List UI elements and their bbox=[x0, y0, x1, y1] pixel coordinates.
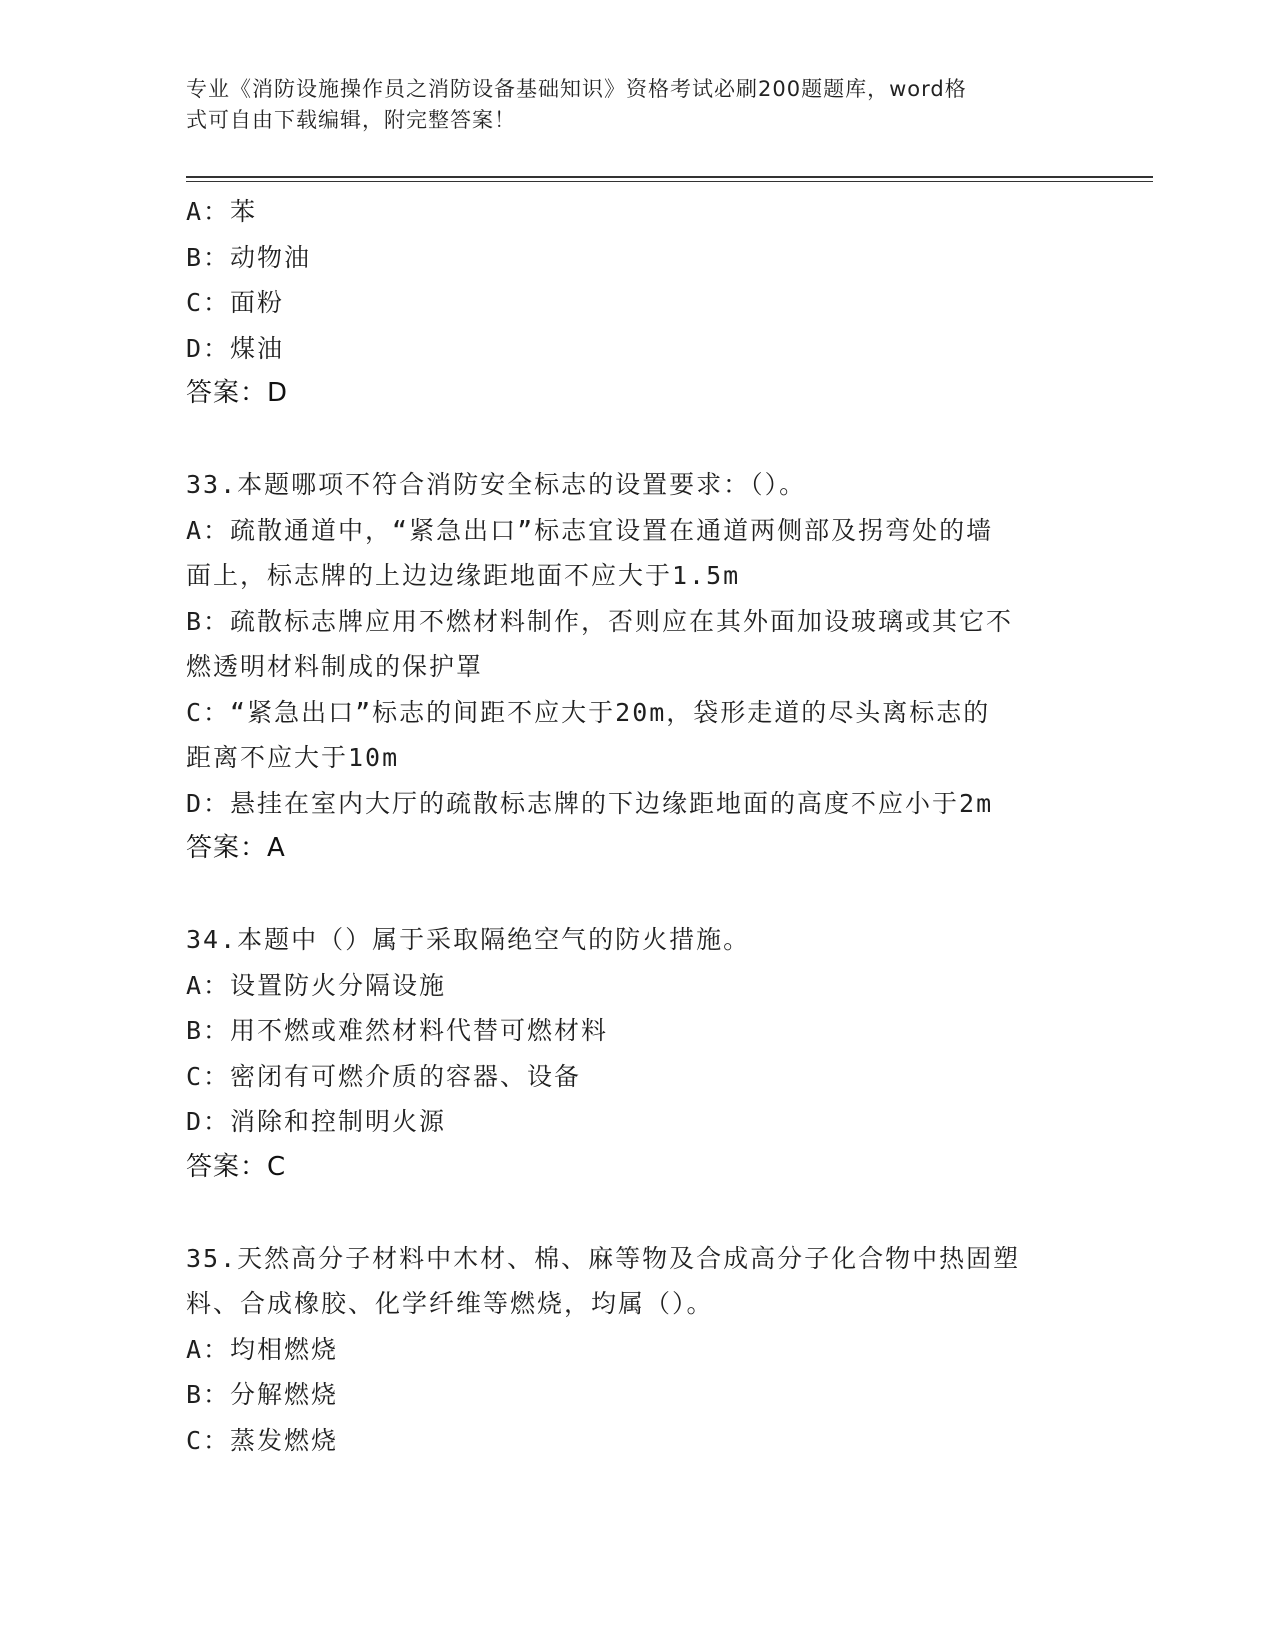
q34-option-d: D：消除和控制明火源 bbox=[186, 1107, 447, 1136]
q34-option-b: B：用不燃或难然材料代替可燃材料 bbox=[186, 1016, 609, 1045]
q35-question-line-1: 35.天然高分子材料中木材、棉、麻等物及合成高分子化合物中热固塑 bbox=[186, 1243, 1021, 1273]
header-line-1: 专业《消防设施操作员之消防设备基础知识》资格考试必刷200题题库，word格 bbox=[186, 77, 967, 101]
q32-option-c: C：面粉 bbox=[186, 288, 285, 317]
question-34 bbox=[186, 917, 1086, 1190]
spacer bbox=[186, 872, 1086, 918]
q33-option-b-line-2: 燃透明材料制成的保护罩 bbox=[186, 652, 484, 681]
q34-answer: 答案：C bbox=[186, 1151, 287, 1182]
q33-option-a-line-1: A：疏散通道中，“紧急出口”标志宜设置在通道两侧部及拐弯处的墙 bbox=[186, 515, 994, 545]
q33-option-c-line-1: C：“紧急出口”标志的间距不应大于20m，袋形走道的尽头离标志的 bbox=[186, 697, 991, 727]
q33-option-d: D：悬挂在室内大厅的疏散标志牌的下边缘距地面的高度不应小于2m bbox=[186, 788, 994, 818]
spacer bbox=[186, 417, 1086, 463]
q35-option-b: B：分解燃烧 bbox=[186, 1380, 339, 1409]
q33-question: 33.本题哪项不符合消防安全标志的设置要求：（）。 bbox=[186, 470, 807, 499]
header-divider-thick bbox=[186, 176, 1153, 178]
q33-option-a-line-2: 面上，标志牌的上边边缘距地面不应大于1.5m bbox=[186, 561, 741, 590]
q34-question: 34.本题中（）属于采取隔绝空气的防火措施。 bbox=[186, 925, 751, 954]
q34-option-c: C：密闭有可燃介质的容器、设备 bbox=[186, 1061, 582, 1091]
question-33 bbox=[186, 462, 1086, 872]
q33-option-c-line-2: 距离不应大于10m bbox=[186, 743, 400, 772]
question-32 bbox=[186, 189, 1086, 417]
q32-option-d: D：煤油 bbox=[186, 333, 285, 363]
header-line-2: 式可自由下载编辑，附完整答案！ bbox=[186, 108, 516, 132]
q32-answer: 答案：D bbox=[186, 378, 289, 408]
q35-option-a: A：均相燃烧 bbox=[186, 1334, 339, 1364]
q35-option-c: C：蒸发燃烧 bbox=[186, 1425, 339, 1455]
question-list bbox=[186, 189, 1086, 1463]
question-35 bbox=[186, 1236, 1086, 1464]
document-header bbox=[186, 74, 1066, 136]
spacer bbox=[186, 1190, 1086, 1236]
q32-option-a: A：苯 bbox=[186, 197, 258, 226]
q34-option-a: A：设置防火分隔设施 bbox=[186, 970, 447, 1000]
q33-answer: 答案：A bbox=[186, 833, 286, 863]
q33-option-b-line-1: B：疏散标志牌应用不燃材料制作，否则应在其外面加设玻璃或其它不 bbox=[186, 606, 1014, 636]
q32-option-b: B：动物油 bbox=[186, 242, 312, 272]
q35-question-line-2: 料、合成橡胶、化学纤维等燃烧，均属（）。 bbox=[186, 1289, 714, 1318]
header-divider-thin bbox=[186, 181, 1153, 182]
